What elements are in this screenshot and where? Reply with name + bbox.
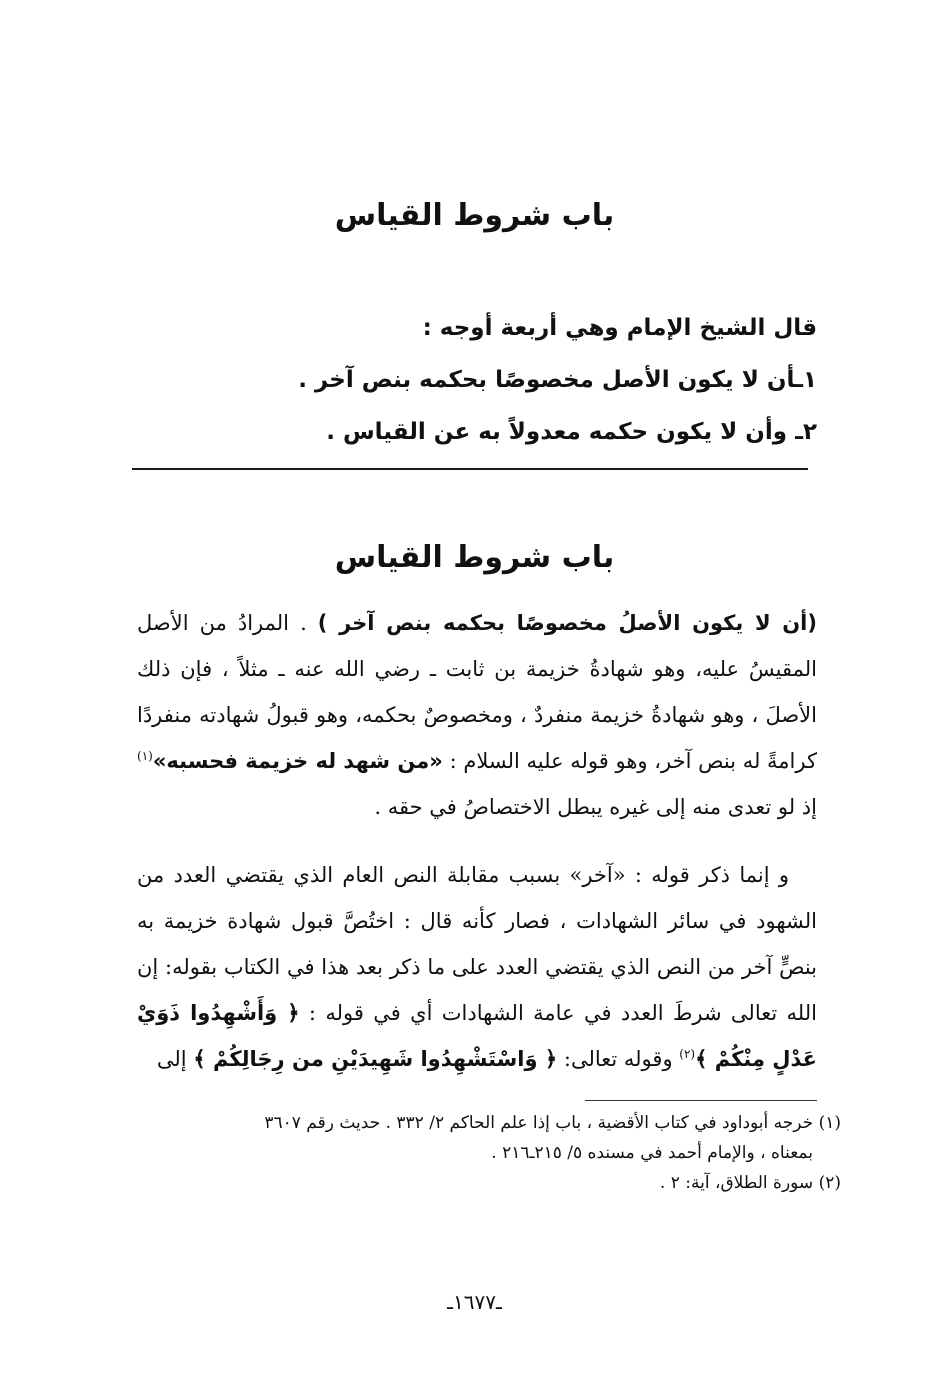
chapter-heading-matn: باب شروط القياس (334, 198, 615, 233)
matn-item-1: ١ـأن لا يكون الأصل مخصوصًا بحكمه بنص آخر . (298, 367, 817, 393)
commentary-text: و إنما ذكر قوله : «آخر» بسبب مقابلة النص العام الذي يقتضي العدد من الشهود في سائر الشهادات ، فصار كأنه قال : اختُصَّ قبول شهادة خزيمة به بنصٍّ آخر من النص الذي يقتضي العدد على ما ذكر بعد هذا في الكتاب بقوله: إن الله تعالى شرطَ العدد في عامة الشهادات أي في قوله : (137, 863, 817, 1025)
commentary-text: وقوله تعالى: (563, 1047, 673, 1071)
footnote-1: (١) خرجه أبوداود في كتاب الأقضية ، باب إذا علم الحاكم ٢/ ٣٣٢ . حديث رقم ٣٦٠٧ (264, 1113, 841, 1133)
section-divider (132, 468, 808, 470)
commentary-text: إلى (156, 1047, 187, 1071)
footnote-2: (٢) سورة الطلاق، آية: ٢ . (659, 1173, 841, 1193)
footnotes (131, 1108, 841, 1198)
footnote-divider (585, 1100, 817, 1101)
commentary-paragraph-2 (137, 852, 817, 1082)
chapter-heading-sharh: باب شروط القياس (334, 540, 615, 575)
hadith-quote: «من شهد له خزيمة فحسبه» (152, 749, 443, 773)
quran-verse: ﴿ وَأَشْهِدُوا ذَوَيْ عَدْلٍ مِنْكُمْ ﴾ (137, 1001, 817, 1071)
commentary-paragraph-1 (137, 600, 817, 830)
footnote-ref-1: (١) (137, 749, 153, 763)
commentary-text: . المرادُ من الأصل المقيسُ عليه، وهو شهادةُ خزيمة بن ثابت ـ رضي الله عنه ـ مثلاً ، فإن ذلك الأصلَ ، وهو شهادةُ خزيمة منفردٌ ، ومخصوصٌ بحكمه، وهو قبولُ شهادته منفردًا كرامةً له بنص آخر، وهو قوله عليه السلام : (137, 611, 817, 773)
footnote-ref-2: (٢) (679, 1047, 696, 1061)
matn-item-2: ٢ـ وأن لا يكون حكمه معدولاً به عن القياس . (326, 419, 817, 445)
matn-intro: قال الشيخ الإمام وهي أربعة أوجه : (422, 315, 817, 341)
quoted-matn: (أن لا يكون الأصلُ مخصوصًا بحكمه بنص آخر ) (317, 611, 817, 635)
matn-block (157, 302, 817, 458)
quran-verse: ﴿ وَاسْتَشْهِدُوا شَهِيدَيْنِ من رِجَالِكُمْ ﴾ (193, 1047, 558, 1071)
page-number: ـ١٦٧٧ـ (447, 1290, 502, 1314)
commentary-text: إذ لو تعدى منه إلى غيره يبطل الاختصاصُ في حقه . (374, 795, 817, 819)
footnote-1-continued: بمعناه ، والإمام أحمد في مسنده ٥/ ٢١٥ـ٢١٦ . (491, 1143, 813, 1163)
